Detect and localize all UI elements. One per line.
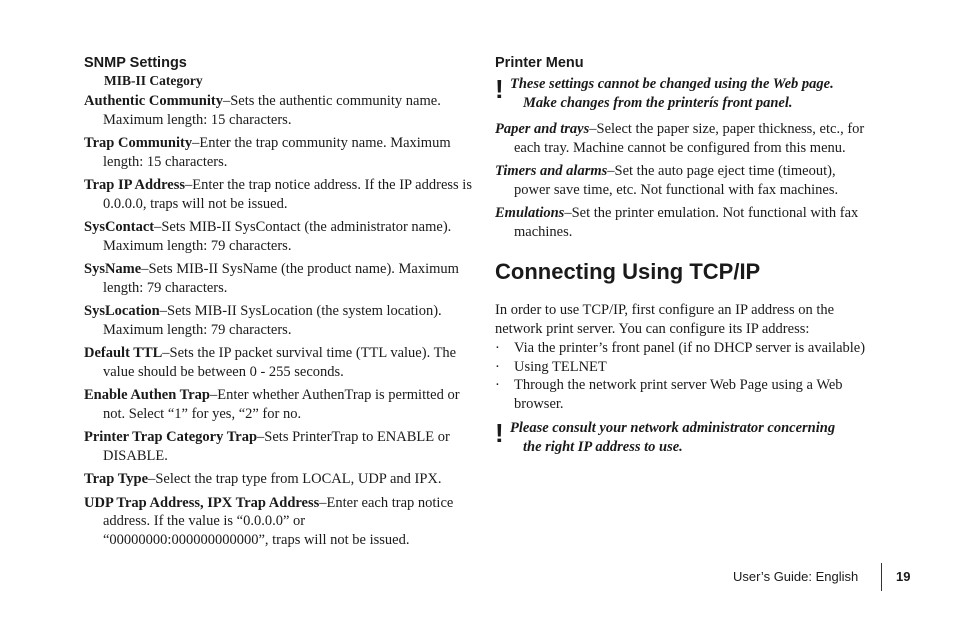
entry-term: Emulations <box>495 205 565 221</box>
snmp-entry <box>84 134 472 171</box>
note-line-2: the right IP address to use. <box>523 438 683 455</box>
tcpip-heading: Connecting Using TCP/IP <box>495 259 761 284</box>
list-item: · Using TELNET <box>495 358 607 375</box>
entry-text: –Select the trap type from LOCAL, UDP and IPX. <box>148 471 442 487</box>
printer-menu-heading: Printer Menu <box>495 55 584 71</box>
snmp-entry <box>84 302 472 339</box>
entry-text: –Sets MIB-II SysName (the product name). Maximum length: 79 characters. <box>103 261 459 296</box>
entry-text: –Sets PrinterTrap to ENABLE or DISABLE. <box>103 429 450 464</box>
snmp-settings-section <box>84 55 472 554</box>
entry-term: SysLocation <box>84 303 160 319</box>
tcpip-intro: In order to use TCP/IP, first configure an IP address on the network print server. You can configure its IP address: <box>495 302 835 337</box>
tcpip-note <box>495 419 875 456</box>
footer-divider <box>881 563 882 591</box>
snmp-settings-heading: SNMP Settings <box>84 55 187 71</box>
printer-menu-entry <box>495 204 875 241</box>
snmp-entry <box>84 92 472 129</box>
printer-menu-entry <box>495 162 875 199</box>
bullet-icon: · <box>495 340 500 356</box>
entry-term: Trap IP Address <box>84 177 185 193</box>
list-item: · Through the network print server Web Page using a Web browser. <box>495 377 843 412</box>
entry-term: Printer Trap Category Trap <box>84 429 258 445</box>
entry-text: –Enter each trap notice address. If the value is “0.0.0.0” or “00000000:000000000000”, traps will not be issued. <box>103 494 454 548</box>
entry-text: –Sets the authentic community name. Maximum length: 15 characters. <box>103 93 441 128</box>
ip-config-methods-list <box>495 339 875 413</box>
entry-term: SysContact <box>84 219 155 235</box>
snmp-entry <box>84 494 472 550</box>
entry-term: Timers and alarms <box>495 163 608 179</box>
entry-term: Paper and trays <box>495 121 590 137</box>
printer-menu-section <box>495 55 875 464</box>
snmp-entry <box>84 344 472 381</box>
entry-text: –Enter whether AuthenTrap is permitted or not. Select “1” for yes, “2” for no. <box>103 387 460 422</box>
snmp-entry <box>84 470 472 489</box>
entry-text: –Sets MIB-II SysContact (the administrator name). Maximum length: 79 characters. <box>103 219 452 254</box>
entry-term: UDP Trap Address, IPX Trap Address <box>84 494 320 511</box>
snmp-entry <box>84 176 472 213</box>
note-line-1: Please consult your network administrator concerning <box>510 420 836 436</box>
entry-term: Authentic Community <box>84 93 223 109</box>
note-line-1: These settings cannot be changed using the Web page. <box>510 76 834 92</box>
printer-menu-entry <box>495 120 875 157</box>
printer-menu-note <box>495 75 875 112</box>
entry-term: Trap Community <box>84 135 193 151</box>
footer-guide-title: User’s Guide: English <box>733 569 859 584</box>
warning-icon: ! <box>495 418 504 448</box>
snmp-entry <box>84 386 472 423</box>
note-line-2: Make changes from the printerís front panel. <box>523 94 793 111</box>
entry-text: –Sets MIB-II SysLocation (the system location). Maximum length: 79 characters. <box>103 303 442 338</box>
list-item: · Via the printer’s front panel (if no DHCP server is available) <box>495 340 866 356</box>
entry-text: –Select the paper size, paper thickness, etc., for each tray. Machine cannot be configured from this menu. <box>514 121 865 156</box>
entry-text: –Enter the trap community name. Maximum length: 15 characters. <box>103 135 451 170</box>
snmp-entry <box>84 260 472 297</box>
mib-ii-category-subheading: MIB-II Category <box>104 73 203 88</box>
entry-text: –Sets the IP packet survival time (TTL value). The value should be between 0 - 255 seconds. <box>103 345 457 380</box>
entry-text: –Set the auto page eject time (timeout), power save time, etc. Not functional with fax machines. <box>514 163 839 198</box>
entry-term: Trap Type <box>84 471 149 487</box>
warning-icon: ! <box>495 74 504 104</box>
snmp-entry <box>84 218 472 255</box>
snmp-entry <box>84 428 472 465</box>
entry-text: –Set the printer emulation. Not functional with fax machines. <box>514 205 859 240</box>
entry-term: Enable Authen Trap <box>84 387 210 403</box>
page-number: 19 <box>896 569 911 584</box>
bullet-icon: · <box>495 358 500 375</box>
bullet-icon: · <box>495 377 500 393</box>
entry-term: Default TTL <box>84 345 163 361</box>
entry-text: –Enter the trap notice address. If the IP address is 0.0.0.0, traps will not be issued. <box>103 177 472 212</box>
entry-term: SysName <box>84 261 142 277</box>
